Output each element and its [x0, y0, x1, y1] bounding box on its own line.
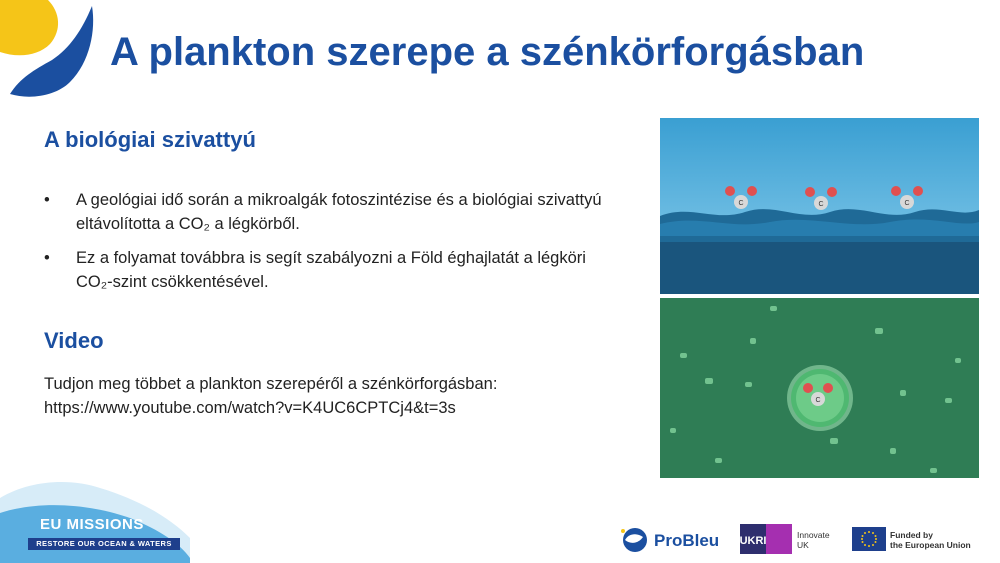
- innovate-uk-label: [797, 530, 830, 550]
- bullet-marker: •: [44, 249, 50, 267]
- video-heading: Video: [44, 328, 104, 353]
- ocean-co2-illustration: [660, 118, 979, 294]
- svg-text:C: C: [904, 200, 910, 207]
- innovate-line2: UK: [797, 540, 809, 550]
- list-item: [44, 246, 614, 294]
- eu-missions-label: EU MISSIONS: [40, 516, 144, 533]
- svg-text:C: C: [738, 200, 744, 207]
- phytoplankton-illustration: [660, 298, 979, 478]
- svg-text:C: C: [818, 201, 824, 208]
- page-title: A plankton szerepe a szénkörforgásban: [110, 30, 865, 74]
- video-intro: Tudjon meg többet a plankton szerepéről a szénkörforgásban:: [44, 375, 498, 393]
- funded-by-eu-label: [890, 530, 971, 550]
- funded-line2: the European Union: [890, 540, 971, 550]
- probleu-label: ProBleu: [654, 531, 720, 550]
- eu-flag-icon: [852, 527, 886, 551]
- video-link[interactable]: https://www.youtube.com/watch?v=K4UC6CPTCj4&t=3s: [44, 399, 456, 417]
- bullet-list: [44, 188, 614, 304]
- section-subtitle: A biológiai szivattyú: [44, 127, 256, 152]
- ukri-logo: [740, 524, 792, 554]
- bullet-text: A geológiai idő során a mikroalgák fotoszintézise és a biológiai szivattyú eltávolította a CO₂ a légkörből.: [76, 191, 602, 233]
- funded-line1: Funded by: [890, 530, 933, 540]
- list-item: [44, 188, 614, 236]
- svg-text:UKRI: UKRI: [740, 535, 767, 547]
- bullet-marker: •: [44, 191, 50, 209]
- svg-text:C: C: [815, 397, 821, 404]
- video-description: [44, 372, 604, 420]
- eu-missions-sub: RESTORE OUR OCEAN & WATERS: [28, 538, 180, 550]
- bullet-text: Ez a folyamat továbbra is segít szabályozni a Föld éghajlatát a légköri CO₂-szint csökkentésével.: [76, 249, 586, 291]
- corner-logo: [0, 0, 100, 100]
- innovate-line1: Innovate: [797, 530, 830, 540]
